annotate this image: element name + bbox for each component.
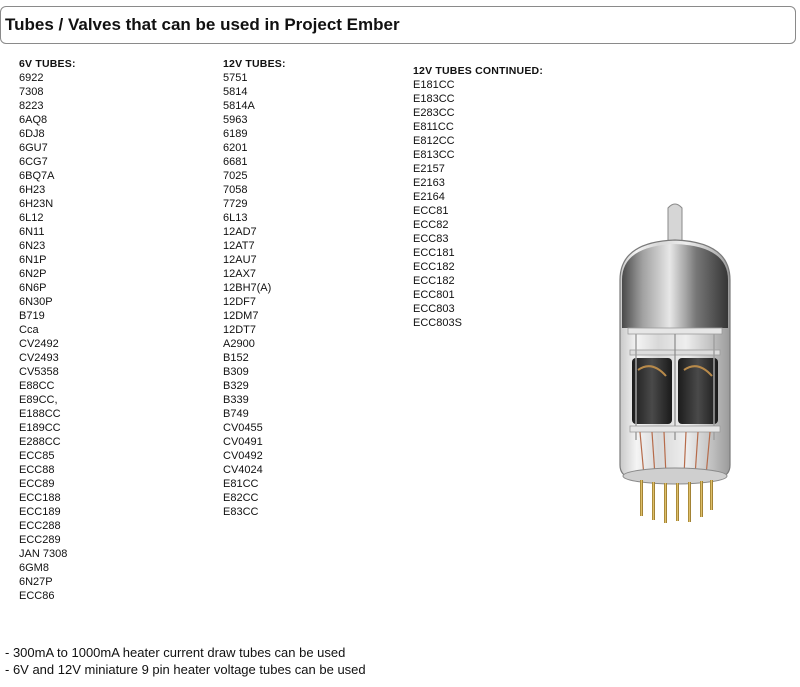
tube-item: E89CC, bbox=[19, 394, 58, 406]
tube-item: 5814 bbox=[223, 86, 248, 98]
tube-item: 6CG7 bbox=[19, 156, 48, 168]
tube-item: ECC188 bbox=[19, 492, 61, 504]
vacuum-tube-image bbox=[600, 200, 750, 525]
tube-item: A2900 bbox=[223, 338, 255, 350]
tube-column-6v bbox=[19, 57, 76, 603]
tube-item: 5814A bbox=[223, 100, 255, 112]
tube-item: ECC189 bbox=[19, 506, 61, 518]
tube-item: 6N1P bbox=[19, 254, 47, 266]
tube-item: ECC88 bbox=[19, 464, 55, 476]
tube-item: E83CC bbox=[223, 506, 259, 518]
tube-item: B329 bbox=[223, 380, 249, 392]
tube-item: 6GM8 bbox=[19, 562, 49, 574]
tube-item: E2157 bbox=[413, 163, 445, 175]
tube-item: 6201 bbox=[223, 142, 248, 154]
tube-column-12v-continued bbox=[413, 64, 543, 330]
tube-item: E288CC bbox=[19, 436, 61, 448]
tube-item: 6GU7 bbox=[19, 142, 48, 154]
tube-item: E188CC bbox=[19, 408, 61, 420]
tube-item: 12DF7 bbox=[223, 296, 257, 308]
tube-item: ECC81 bbox=[413, 205, 449, 217]
tube-item: CV5358 bbox=[19, 366, 59, 378]
tube-item: CV2492 bbox=[19, 338, 59, 350]
tube-item: ECC182 bbox=[413, 261, 455, 273]
notes bbox=[5, 644, 366, 678]
tube-item: E812CC bbox=[413, 135, 455, 147]
tube-item: B719 bbox=[19, 310, 45, 322]
tube-item: ECC801 bbox=[413, 289, 455, 301]
tube-item: 12AT7 bbox=[223, 240, 255, 252]
tube-item: ECC181 bbox=[413, 247, 455, 259]
tube-item: 6L12 bbox=[19, 212, 44, 224]
tube-item: E811CC bbox=[413, 121, 454, 133]
tube-item: 7058 bbox=[223, 184, 248, 196]
column-heading: 12V TUBES: bbox=[223, 58, 286, 70]
tube-item: E88CC bbox=[19, 380, 55, 392]
tube-item: E2164 bbox=[413, 191, 445, 203]
note-heater-voltage: - 6V and 12V miniature 9 pin heater voltage tubes can be used bbox=[5, 662, 366, 677]
tube-item: 12AD7 bbox=[223, 226, 257, 238]
tube-item: E183CC bbox=[413, 93, 455, 105]
tube-item: 7308 bbox=[19, 86, 44, 98]
tube-list bbox=[19, 71, 76, 603]
tube-item: 6AQ8 bbox=[19, 114, 48, 126]
tube-item: B339 bbox=[223, 394, 249, 406]
tube-item: E2163 bbox=[413, 177, 445, 189]
tube-item: CV4024 bbox=[223, 464, 263, 476]
tube-item: ECC289 bbox=[19, 534, 61, 546]
page-title-box bbox=[0, 6, 796, 44]
tube-item: E813CC bbox=[413, 149, 455, 161]
tube-list bbox=[223, 71, 286, 519]
tube-item: 12DM7 bbox=[223, 310, 259, 322]
tube-column-12v bbox=[223, 57, 286, 519]
tube-item: 6H23 bbox=[19, 184, 46, 196]
tube-item: CV0455 bbox=[223, 422, 263, 434]
tube-item: 6N6P bbox=[19, 282, 47, 294]
tube-item: CV0491 bbox=[223, 436, 263, 448]
tube-item: 5963 bbox=[223, 114, 248, 126]
tube-item: 6681 bbox=[223, 156, 248, 168]
tube-item: 6DJ8 bbox=[19, 128, 45, 140]
page-title: Tubes / Valves that can be used in Project Ember bbox=[5, 15, 400, 34]
tube-item: 8223 bbox=[19, 100, 44, 112]
tube-list bbox=[413, 78, 543, 330]
tube-item: 6L13 bbox=[223, 212, 248, 224]
tube-item: B309 bbox=[223, 366, 249, 378]
tube-item: 6N27P bbox=[19, 576, 53, 588]
tube-item: ECC89 bbox=[19, 478, 55, 490]
tube-item: ECC85 bbox=[19, 450, 55, 462]
tube-item: 12AX7 bbox=[223, 268, 257, 280]
tube-item: Cca bbox=[19, 324, 39, 336]
tube-item: E81CC bbox=[223, 478, 259, 490]
tube-item: ECC288 bbox=[19, 520, 61, 532]
tube-item: B749 bbox=[223, 408, 249, 420]
tube-item: 6922 bbox=[19, 72, 44, 84]
note-heater-current: - 300mA to 1000mA heater current draw tubes can be used bbox=[5, 645, 346, 660]
tube-item: ECC86 bbox=[19, 590, 55, 602]
tube-item: 12DT7 bbox=[223, 324, 257, 336]
tube-item: 5751 bbox=[223, 72, 248, 84]
tube-item: CV2493 bbox=[19, 352, 59, 364]
tube-item: 7025 bbox=[223, 170, 248, 182]
tube-item: 6N23 bbox=[19, 240, 46, 252]
tube-item: 12AU7 bbox=[223, 254, 257, 266]
tube-item: 6N2P bbox=[19, 268, 47, 280]
tube-item: ECC803S bbox=[413, 317, 462, 329]
column-heading: 12V TUBES CONTINUED: bbox=[413, 65, 544, 77]
tube-item: ECC83 bbox=[413, 233, 449, 245]
tube-item: E181CC bbox=[413, 79, 455, 91]
tube-item: E283CC bbox=[413, 107, 455, 119]
tube-item: ECC182 bbox=[413, 275, 455, 287]
tube-item: JAN 7308 bbox=[19, 548, 68, 560]
column-heading: 6V TUBES: bbox=[19, 58, 76, 70]
tube-item: 12BH7(A) bbox=[223, 282, 272, 294]
tube-item: ECC803 bbox=[413, 303, 455, 315]
tube-item: E82CC bbox=[223, 492, 259, 504]
tube-item: E189CC bbox=[19, 422, 61, 434]
tube-item: 6BQ7A bbox=[19, 170, 55, 182]
tube-item: B152 bbox=[223, 352, 249, 364]
tube-item: 6N11 bbox=[19, 226, 45, 238]
tube-item: CV0492 bbox=[223, 450, 263, 462]
tube-item: 6H23N bbox=[19, 198, 54, 210]
tube-item: 6189 bbox=[223, 128, 248, 140]
tube-item: 7729 bbox=[223, 198, 248, 210]
tube-item: ECC82 bbox=[413, 219, 449, 231]
tube-item: 6N30P bbox=[19, 296, 53, 308]
